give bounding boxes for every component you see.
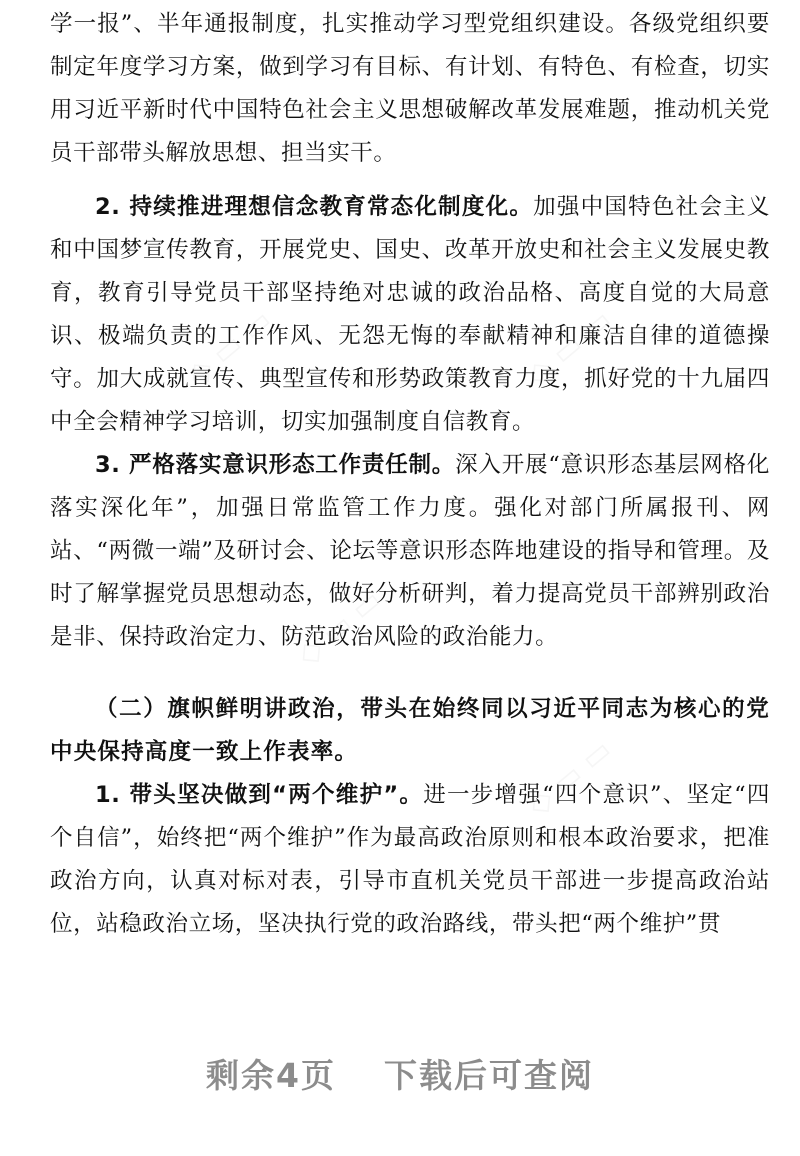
download-hint-label: 下载后可查阅 (383, 1056, 594, 1095)
watermark-mark: ◇ ▭ ▭ (520, 302, 619, 393)
remaining-pages-label: 剩余4页 (206, 1056, 336, 1095)
watermark-mark: ◇ ▭ ▭ (290, 582, 389, 673)
watermark-mark: ◇ ▭ ▭ (520, 732, 619, 823)
item-4-body: 进一步增强“四个意识”、坚定“四个自信”，始终把“两个维护”作为最高政治原则和根本政治要求，把准政治方向，认真对标对表，引导市直机关党员干部进一步提高政治站位，站稳政治立场，坚决执行党的政治路线，带头把“两个维护”贯 (50, 782, 771, 937)
section-2-heading (50, 688, 770, 774)
item-4-lead: 1. 带头坚决做到“两个维护”。 (95, 782, 424, 808)
item-3-lead: 3. 严格落实意识形态工作责任制。 (95, 452, 456, 478)
paragraph-item-3 (50, 444, 770, 659)
item-2-body: 加强中国特色社会主义和中国梦宣传教育，开展党史、国史、改革开放史和社会主义发展史教育，教育引导党员干部坚持绝对忠诚的政治品格、高度自觉的大局意识、极端负责的工作作风、无怨无悔的奉献精神和廉洁自律的道德操守。加大成就宣传、典型宣传和形势政策教育力度，抓好党的十九届四中全会精神学习培训，切实加强制度自信教育。 (50, 194, 770, 435)
paragraph-item-2 (50, 186, 770, 444)
item-2-lead: 2. 持续推进理想信念教育常态化制度化。 (95, 194, 534, 220)
watermark-mark: ◇ ▭ ▭ (180, 302, 279, 393)
paragraph-intro-continuation (50, 3, 770, 175)
item-3-body: 深入开展“意识形态基层网格化落实深化年”，加强日常监管工作力度。强化对部门所属报刊、网站、“两微一端”及研讨会、论坛等意识形态阵地建设的指导和管理。及时了解掌握党员思想动态，做好分析研判，着力提高党员干部辨别政治是非、保持政治定力、防范政治风险的政治能力。 (50, 452, 770, 650)
paragraph-text: 学一报”、半年通报制度，扎实推动学习型党组织建设。各级党组织要制定年度学习方案，做到学习有目标、有计划、有特色、有检查，切实用习近平新时代中国特色社会主义思想破解改革发展难题，推动机关党员干部带头解放思想、担当实干。 (50, 11, 770, 166)
remaining-pages-banner (0, 1050, 800, 1097)
section-2-heading-text: （二）旗帜鲜明讲政治，带头在始终同以习近平同志为核心的党中央保持高度一致上作表率。 (50, 696, 770, 765)
paragraph-item-4 (50, 774, 770, 946)
